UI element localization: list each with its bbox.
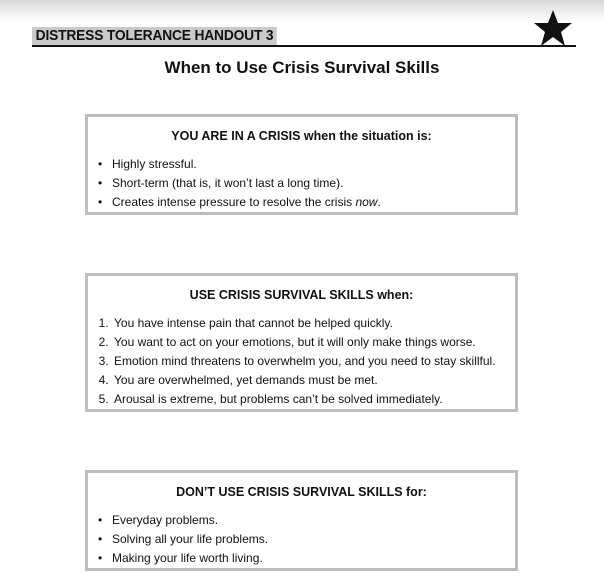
dont-use-box	[85, 470, 518, 571]
page-title: When to Use Crisis Survival Skills	[164, 58, 440, 77]
use-skills-heading: USE CRISIS SURVIVAL SKILLS when:	[189, 288, 414, 302]
list-item: 1. You have intense pain that cannot be helped quickly.	[112, 314, 515, 333]
dont-use-heading: DON’T USE CRISIS SURVIVAL SKILLS for:	[176, 485, 427, 499]
list-item: • Short-term (that is, it won’t last a long time).	[110, 174, 515, 193]
list-item: • Solving all your life problems.	[110, 530, 515, 549]
crisis-box-heading: YOU ARE IN A CRISIS when the situation is:	[171, 129, 432, 143]
crisis-list	[88, 155, 515, 212]
list-item: • Highly stressful.	[110, 155, 515, 174]
header-divider	[32, 45, 576, 47]
list-item: 4. You are overwhelmed, yet demands must be met.	[112, 371, 515, 390]
star-icon	[533, 8, 573, 48]
list-item: 5. Arousal is extreme, but problems can’t be solved immediately.	[112, 390, 515, 409]
list-item-text: Creates intense pressure to resolve the crisis	[112, 195, 353, 209]
use-skills-box	[85, 273, 518, 412]
emphasis-text: now	[355, 195, 378, 209]
use-skills-list	[88, 314, 515, 409]
handout-label: DISTRESS TOLERANCE HANDOUT 3	[32, 27, 277, 45]
list-item: 3. Emotion mind threatens to overwhelm you, and you need to stay skillful.	[112, 352, 515, 371]
dont-use-list	[88, 511, 515, 568]
list-item	[110, 193, 515, 212]
crisis-box	[85, 114, 518, 215]
top-shadow	[0, 0, 604, 22]
list-item-end: .	[377, 195, 381, 209]
list-item: 2. You want to act on your emotions, but it will only make things worse.	[112, 333, 515, 352]
list-item: • Making your life worth living.	[110, 549, 515, 568]
list-item: • Everyday problems.	[110, 511, 515, 530]
